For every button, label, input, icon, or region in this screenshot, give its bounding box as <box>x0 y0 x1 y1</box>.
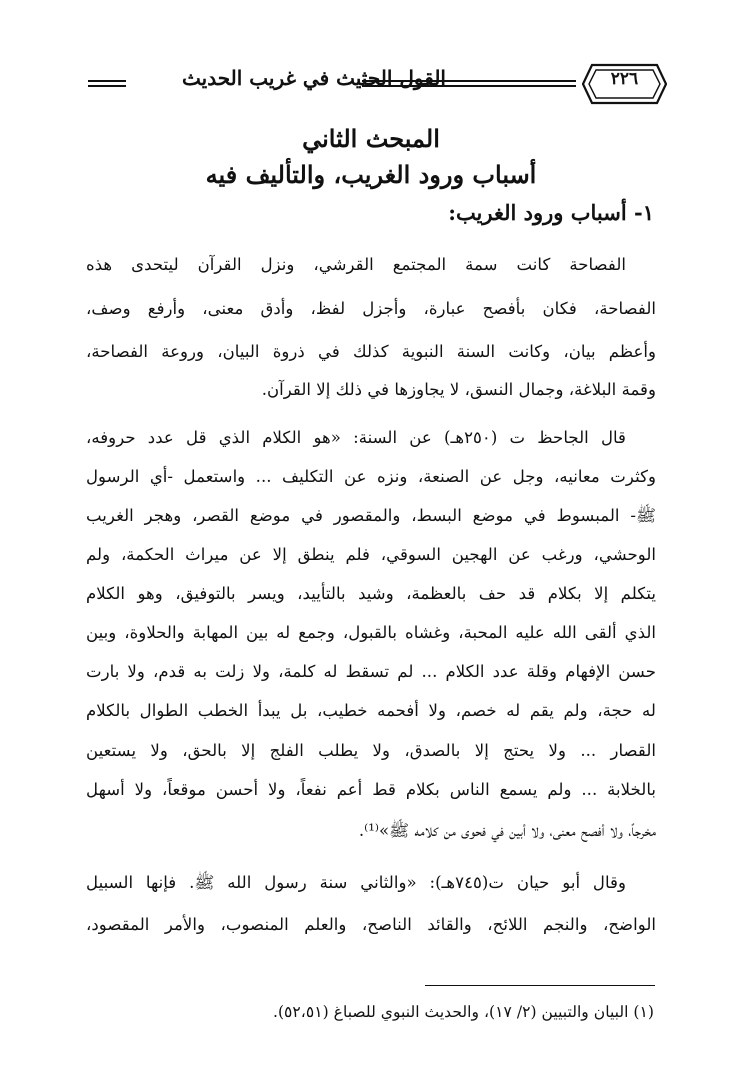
text-line: الوحشي، ورغب عن الهجين السوقي، فلم ينطق إلا عن ميراث الحكمة، ولم <box>86 545 656 564</box>
text-line: ﷺ- المبسوط في موضع البسط، والمقصور في موضع القصر، وهجر الغريب <box>86 506 656 525</box>
text-line: يتكلم إلا بكلام قد حف بالعظمة، وشيد بالتأييد، ويسر بالتوفيق، وهو الكلام <box>86 584 656 603</box>
text-line: وقال أبو حيان ت(٧٤٥هـ): «والثاني سنة رسول الله ﷺ. فإنها السبيل <box>86 873 626 892</box>
text-line: قال الجاحظ ت (٢٥٠هـ) عن السنة: «هو الكلام الذي قل عدد حروفه، <box>86 428 626 447</box>
subsection-heading: ١- أسباب ورود الغريب: <box>448 200 654 225</box>
text-line: الواضح، والنجم اللائح، والقائد الناصح، والعلم المنصوب، والأمر المقصود، <box>86 915 656 934</box>
text-line: مخرجاً، ولا أفصح معنى، ولا أبين في فحوى من كلامه ﷺ»⁽¹⁾. <box>358 821 656 840</box>
text-line: له حجة، ولم يقم له خصم، ولا أفحمه خطيب، بل يبدأ الخطب الطوال بالكلام <box>86 701 656 720</box>
header-ornament-line-right <box>362 80 576 87</box>
text-line: الفصاحة، فكان بأفصح عبارة، وأجزل لفظ، وأدق معنى، وأرفع وصف، <box>86 299 656 318</box>
text-line: وكثرت معانيه، وجل عن الصنعة، ونزه عن التكليف ... واستعمل -أي الرسول <box>86 467 656 486</box>
running-header <box>82 62 667 112</box>
section-title: المبحث الثاني <box>302 124 440 153</box>
text-line: وأعظم بيان، وكانت السنة النبوية كذلك في ذروة البيان، وروعة الفصاحة، <box>86 342 656 361</box>
text-line: وقمة البلاغة، وجمال النسق، لا يجاوزها في ذلك إلا القرآن. <box>261 380 656 399</box>
text-line: بالخلابة ... ولم يسمع الناس بكلام قط أعم نفعاً، ولا أحسن موقعاً، ولا أسهل <box>86 780 656 799</box>
section-subtitle: أسباب ورود الغريب، والتأليف فيه <box>205 160 537 189</box>
header-ornament-line-left <box>88 80 126 87</box>
header-book-title: القول الحثيث في غريب الحديث <box>182 66 446 90</box>
text-line: القصار ... ولا يحتج إلا بالصدق، ولا يطلب الفلج إلا بالحق، ولا يستعين <box>86 741 656 760</box>
text-line: الفصاحة كانت سمة المجتمع القرشي، ونزل القرآن ليتحدى هذه <box>86 255 626 274</box>
page-number-badge <box>582 62 667 106</box>
footnote: (١) البيان والتبيين (٢/ ١٧)، والحديث النبوي للصباغ (٥٢،٥١). <box>273 1003 654 1021</box>
footnote-separator <box>425 985 655 986</box>
page-number: ٢٢٦ <box>610 69 639 89</box>
text-line: الذي ألقى الله عليه المحبة، وغشاه بالقبول، وجمع له بين المهابة والحلاوة، وبين <box>86 623 656 642</box>
text-line: حسن الإفهام وقلة عدد الكلام ... لم تسقط له كلمة، ولا زلت به قدم، ولا بارت <box>86 662 656 681</box>
